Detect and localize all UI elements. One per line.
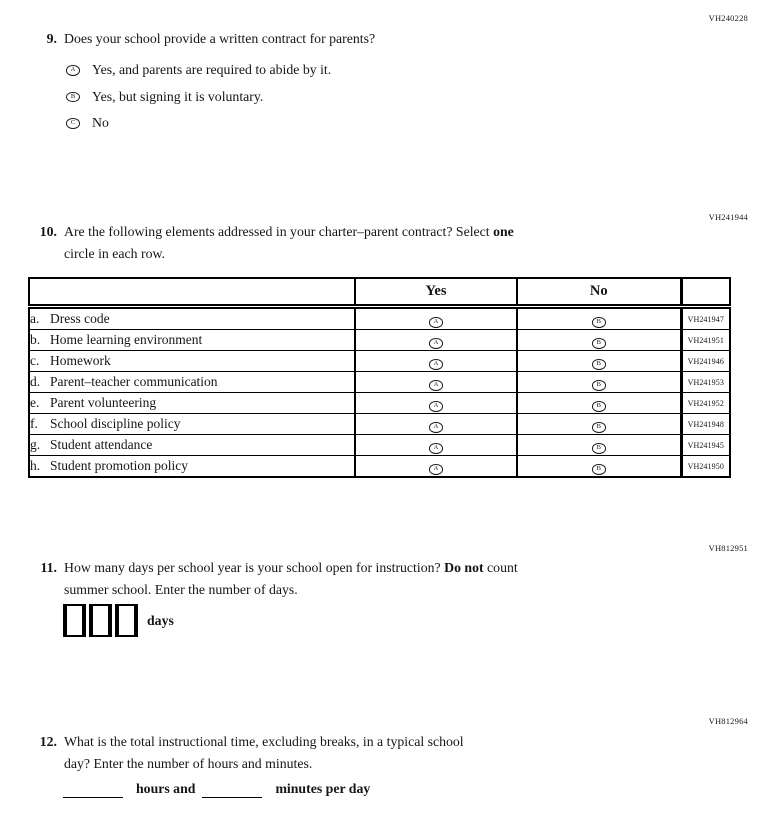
q12-hours-blank[interactable]	[63, 781, 123, 798]
q12-hours-label: hours and	[136, 781, 196, 796]
row-letter: h.	[30, 458, 41, 473]
row-letter: c.	[30, 353, 40, 368]
question-10	[33, 221, 514, 265]
q10-row-b-label-cell	[29, 330, 355, 351]
q11-text-part2: count	[483, 560, 518, 575]
q10-row-g-yes-cell	[355, 435, 517, 456]
q11-text-bold: Do not	[444, 560, 484, 575]
q10-row-b-no-circle[interactable]: B	[592, 338, 606, 349]
q10-row-d-no-circle[interactable]: B	[592, 380, 606, 391]
q9-option-c	[64, 110, 375, 137]
question-11	[33, 557, 518, 601]
table-row	[29, 307, 730, 330]
q10-row-a-vh-code: VH241947	[681, 307, 730, 330]
q10-row-c-no-cell	[517, 351, 681, 372]
q10-row-f-yes-circle[interactable]: A	[429, 422, 443, 433]
row-label: Dress code	[50, 311, 110, 326]
question-12-vh-code: VH812964	[708, 716, 748, 726]
q10-row-c-label-cell	[29, 351, 355, 372]
q10-row-b-yes-cell	[355, 330, 517, 351]
q11-days-digit-box-2[interactable]	[89, 604, 112, 637]
table-row	[29, 456, 730, 478]
q9-option-b	[64, 84, 375, 111]
q11-text-part1: How many days per school year is your school open for instruction?	[64, 560, 445, 575]
q10-text-part1: Are the following elements addressed in your charter–parent contract? Select	[64, 224, 494, 239]
q9-option-b-answer-circle[interactable]: B	[66, 92, 80, 103]
q9-option-c-label: No	[92, 115, 109, 131]
row-label: Parent–teacher communication	[50, 374, 218, 389]
q9-option-b-label: Yes, but signing it is voluntary.	[92, 88, 264, 104]
row-label: School discipline policy	[50, 416, 181, 431]
q9-option-c-answer-circle[interactable]: C	[66, 118, 80, 129]
table-row	[29, 351, 730, 372]
q10-row-h-vh-code: VH241950	[681, 456, 730, 478]
row-label: Student attendance	[50, 437, 153, 452]
question-10-number: 10.	[39, 224, 57, 239]
question-10-vh-code: VH241944	[708, 212, 748, 222]
question-11-vh-code: VH812951	[708, 543, 748, 553]
q10-row-h-yes-cell	[355, 456, 517, 478]
q10-header-yes: Yes	[355, 278, 517, 307]
q10-row-e-yes-cell	[355, 393, 517, 414]
q10-row-d-label-cell	[29, 372, 355, 393]
table-row	[29, 414, 730, 435]
q10-row-g-no-circle[interactable]: B	[592, 443, 606, 454]
row-letter: e.	[30, 395, 40, 410]
q10-row-d-no-cell	[517, 372, 681, 393]
q10-row-a-yes-circle[interactable]: A	[429, 317, 443, 328]
q10-row-h-yes-circle[interactable]: A	[429, 464, 443, 475]
q10-row-c-vh-code: VH241946	[681, 351, 730, 372]
question-11-body	[64, 557, 518, 601]
q10-row-d-yes-cell	[355, 372, 517, 393]
question-9-body	[64, 28, 375, 137]
question-12-number: 12.	[39, 734, 57, 749]
row-letter: b.	[30, 332, 41, 347]
q10-text-part2: circle in each row.	[64, 246, 165, 261]
row-letter: d.	[30, 374, 41, 389]
q10-row-b-no-cell	[517, 330, 681, 351]
q10-row-g-label-cell	[29, 435, 355, 456]
q11-days-digit-box-1[interactable]	[63, 604, 86, 637]
q10-row-g-vh-code: VH241945	[681, 435, 730, 456]
q9-option-a	[64, 57, 375, 84]
row-letter: g.	[30, 437, 41, 452]
q10-row-b-vh-code: VH241951	[681, 330, 730, 351]
q10-row-h-no-cell	[517, 456, 681, 478]
q12-minutes-blank[interactable]	[202, 781, 262, 798]
q10-row-e-no-circle[interactable]: B	[592, 401, 606, 412]
q10-text-bold: one	[493, 224, 514, 239]
q10-row-e-yes-circle[interactable]: A	[429, 401, 443, 412]
q10-header-no: No	[517, 278, 681, 307]
q10-row-a-no-cell	[517, 307, 681, 330]
q10-row-f-no-circle[interactable]: B	[592, 422, 606, 433]
q10-row-d-yes-circle[interactable]: A	[429, 380, 443, 391]
question-9-options	[64, 57, 375, 137]
question-10-text	[64, 221, 514, 265]
q12-text-part1: What is the total instructional time, excluding breaks, in a typical school	[64, 734, 464, 749]
q10-header-blank-cell	[29, 278, 355, 307]
q10-row-a-label-cell	[29, 307, 355, 330]
q9-option-a-answer-circle[interactable]: A	[66, 65, 80, 76]
q10-row-a-yes-cell	[355, 307, 517, 330]
row-label: Student promotion policy	[50, 458, 188, 473]
q11-text-part3: summer school. Enter the number of days.	[64, 582, 298, 597]
q9-option-a-label: Yes, and parents are required to abide by it.	[92, 62, 332, 78]
q11-days-digit-box-3[interactable]	[115, 604, 138, 637]
q10-row-c-yes-circle[interactable]: A	[429, 359, 443, 370]
q10-row-f-yes-cell	[355, 414, 517, 435]
question-10-body	[64, 221, 514, 265]
question-9-number: 9.	[46, 31, 57, 46]
q10-row-e-no-cell	[517, 393, 681, 414]
q10-row-h-no-circle[interactable]: B	[592, 464, 606, 475]
q10-row-c-no-circle[interactable]: B	[592, 359, 606, 370]
question-9-vh-code: VH240228	[708, 13, 748, 23]
question-12-body	[64, 731, 464, 775]
question-12-text	[64, 731, 464, 775]
q10-row-c-yes-cell	[355, 351, 517, 372]
q10-row-f-label-cell	[29, 414, 355, 435]
row-label: Homework	[50, 353, 111, 368]
q10-row-d-vh-code: VH241953	[681, 372, 730, 393]
table-row	[29, 393, 730, 414]
q10-row-e-vh-code: VH241952	[681, 393, 730, 414]
q10-row-b-yes-circle[interactable]: A	[429, 338, 443, 349]
question-9-text: Does your school provide a written contract for parents?	[64, 31, 376, 46]
table-row	[29, 435, 730, 456]
row-label: Home learning environment	[50, 332, 203, 347]
q11-days-unit-label: days	[147, 612, 174, 628]
question-11-number: 11.	[40, 560, 57, 575]
q10-row-e-label-cell	[29, 393, 355, 414]
question-12	[33, 731, 464, 775]
q10-row-h-label-cell	[29, 456, 355, 478]
q10-row-a-no-circle[interactable]: B	[592, 317, 606, 328]
q10-row-g-yes-circle[interactable]: A	[429, 443, 443, 454]
q12-text-part2: day? Enter the number of hours and minutes.	[64, 756, 313, 771]
q10-row-f-no-cell	[517, 414, 681, 435]
table-row	[29, 372, 730, 393]
row-letter: a.	[30, 311, 40, 326]
q12-time-entry	[63, 779, 370, 798]
q10-header-code-cell	[681, 278, 730, 307]
q10-row-g-no-cell	[517, 435, 681, 456]
table-row	[29, 330, 730, 351]
q12-minutes-label: minutes per day	[275, 781, 371, 796]
question-9	[33, 28, 375, 137]
row-label: Parent volunteering	[50, 395, 157, 410]
q10-table-header-row	[29, 278, 730, 307]
q11-days-entry	[63, 604, 174, 637]
question-11-text	[64, 557, 518, 601]
q10-row-f-vh-code: VH241948	[681, 414, 730, 435]
row-letter: f.	[30, 416, 38, 431]
q10-yes-no-table	[28, 277, 731, 478]
